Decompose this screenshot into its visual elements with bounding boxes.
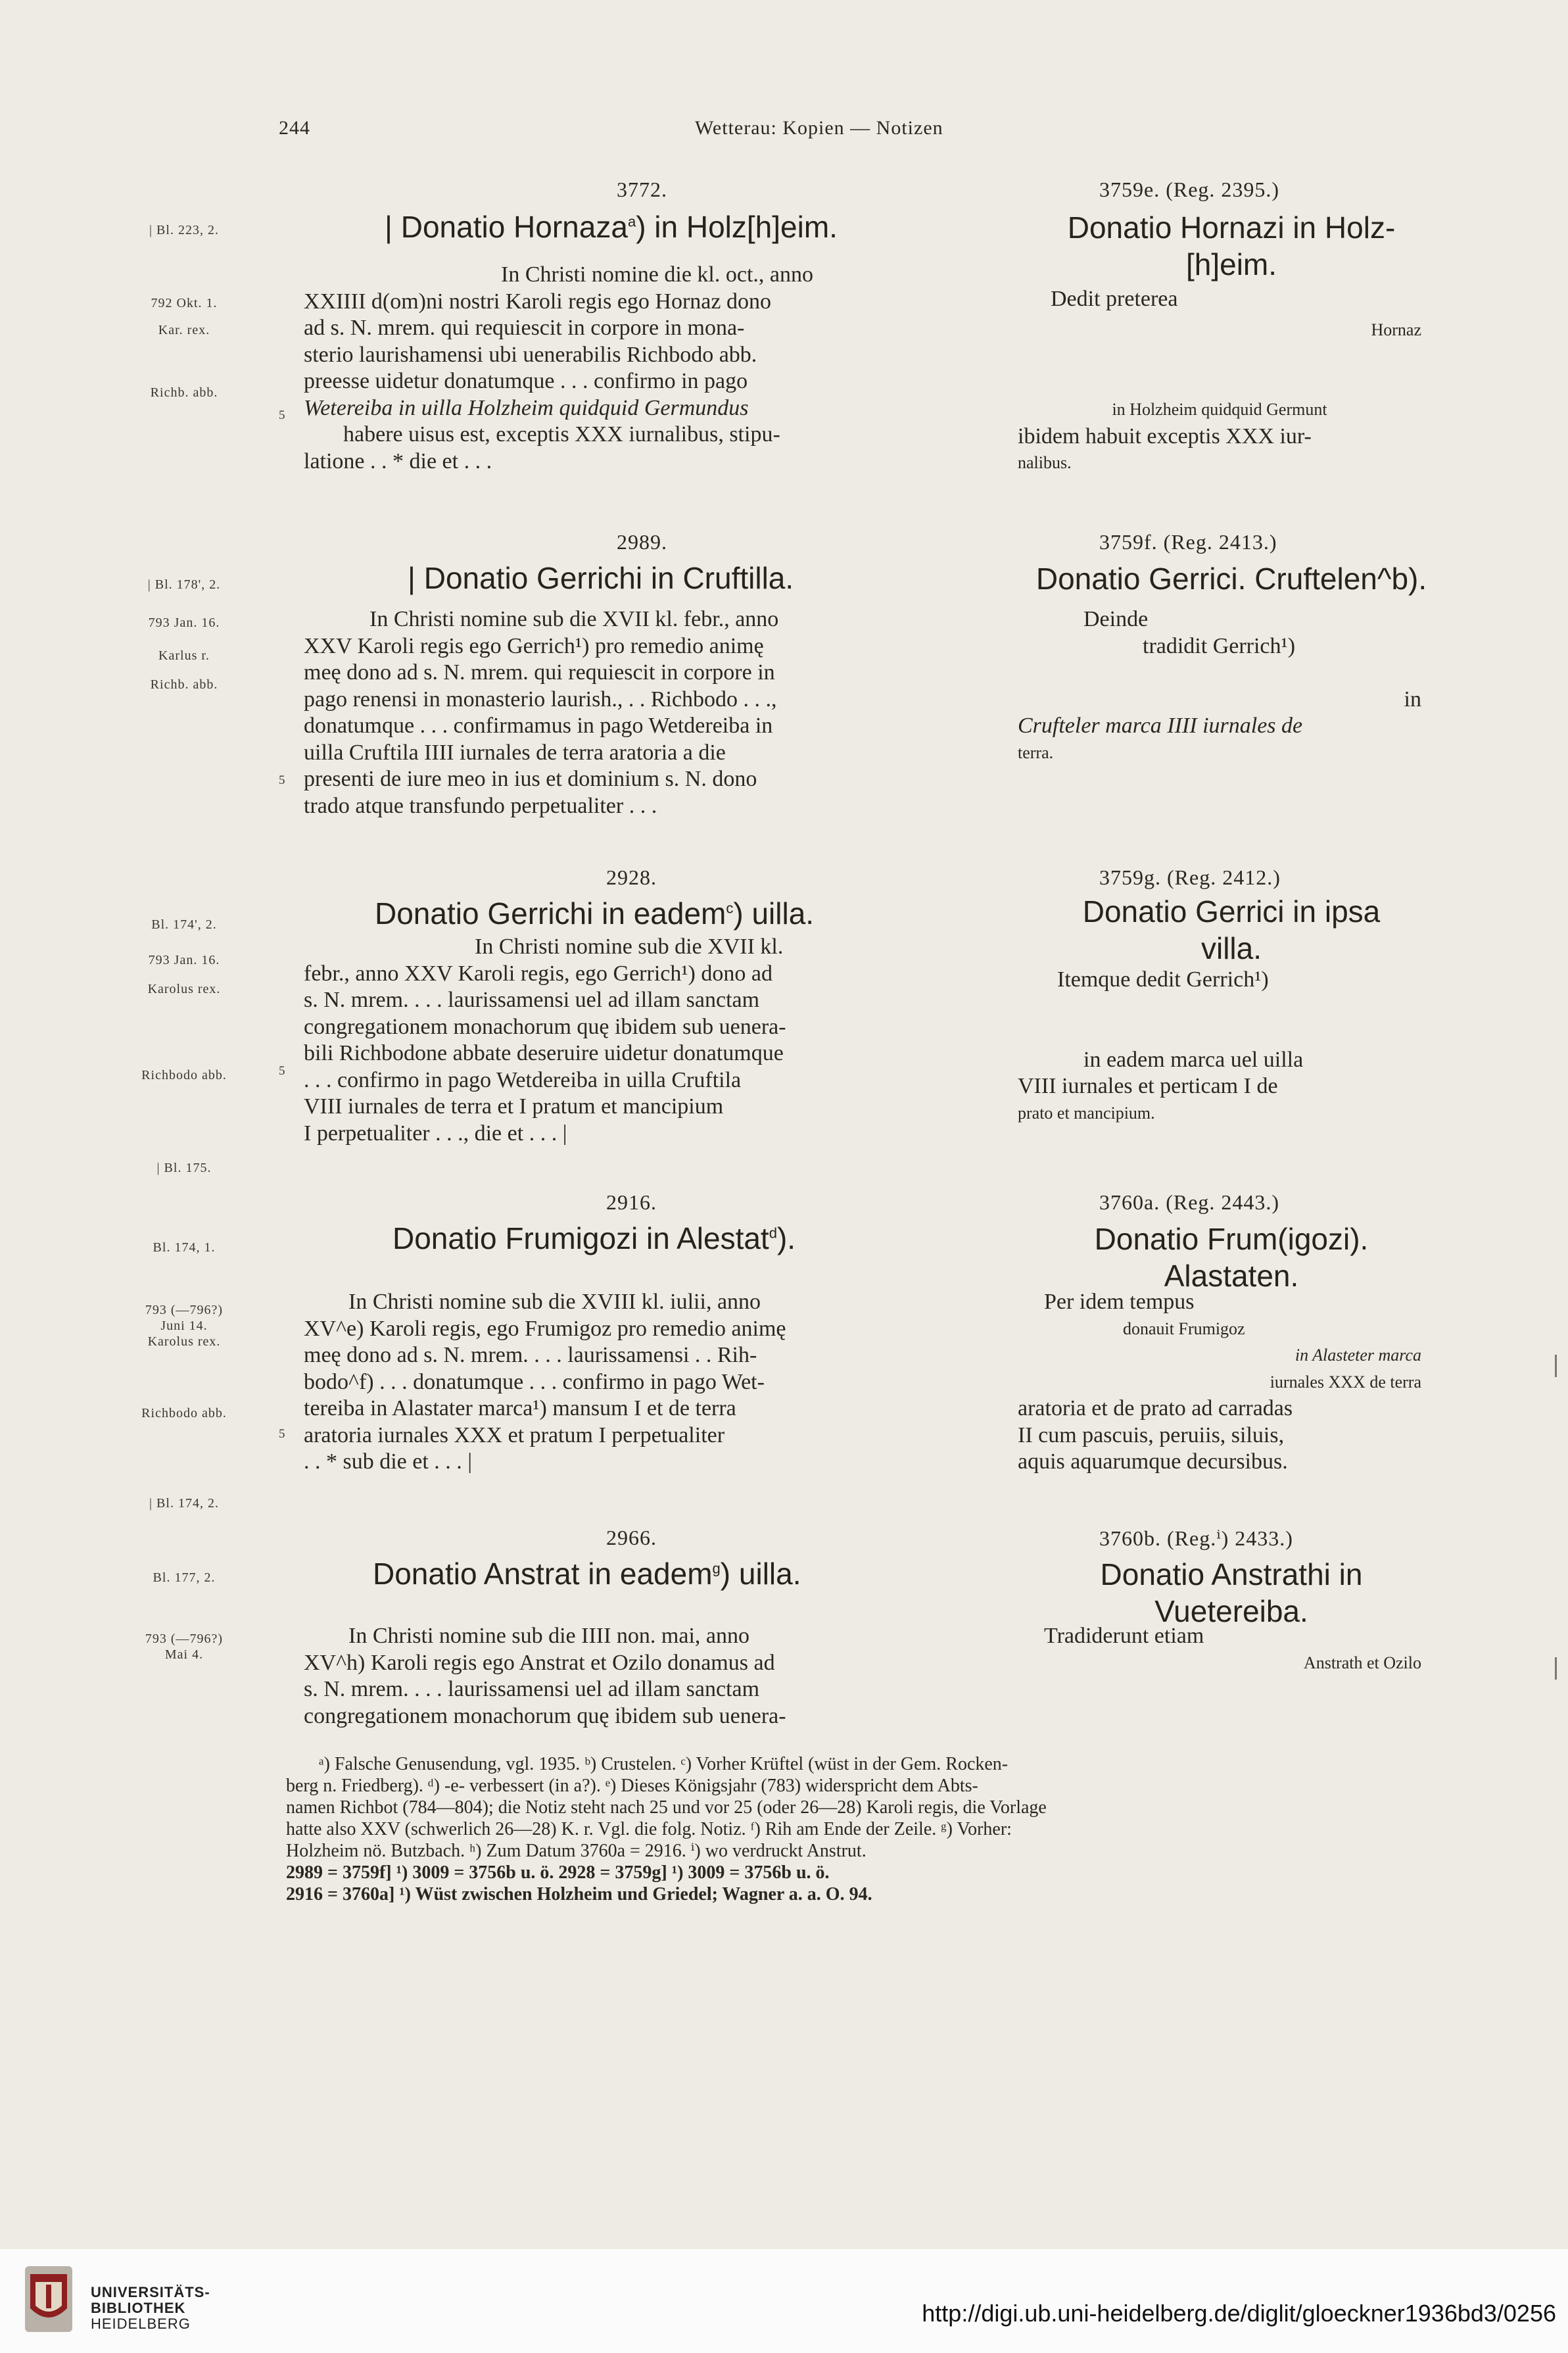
entry-reg-number: 3759f. (Reg. 2413.) — [1099, 530, 1277, 554]
entry-text-right: Tradiderunt etiam Anstrath et Ozilo — [1044, 1624, 1421, 1672]
entry-text-right: Itemque dedit Gerrich¹) in eadem marca uel uilla VIII iurnales et perticam I de prato et mancipium. — [1018, 967, 1304, 1123]
entry-text-right: Per idem tempus donauit Frumigoz in Alasteter marca iurnales XXX de terra aratoria et de prato ad carradas II cum pascuis, peruiis, siluis, aquis aquarumque decursibus. — [1018, 1290, 1421, 1474]
margin-note: Bl. 177, 2. — [153, 1570, 216, 1585]
margin-note: | Bl. 223, 2. — [149, 223, 219, 237]
entry-text-right: Deinde tradidit Gerrich¹) in Crufteler marca IIII iurnales de terra. — [1018, 607, 1421, 762]
margin-note: Karlus r. — [158, 648, 210, 663]
entry-title: Donatio Anstrat in eadem$^g$) uilla. — [373, 1557, 801, 1591]
entry-reg-number: 3759g. (Reg. 2412.) — [1099, 865, 1281, 889]
running-title: Wetterau: Kopien — Notizen — [695, 117, 943, 139]
scan-edge-mark — [1555, 1657, 1557, 1680]
entry-text: In Christi nomine sub die XVII kl. febr., anno XXV Karoli regis ego Gerrich¹) pro remedio animę meę dono ad s. N. mrem. qui requiescit in corpore in pago renensi in monasterio laurish., . . Richbodo . . ., donatumque . . . confirmamus in pago Wetdereiba in uilla Cruftila IIII iurnales de terra aratoria a die presenti de iure meo in ius et dominium s. N. dono trado atque transfundo perpetualiter . . . — [304, 607, 779, 818]
entry-title-right: Donatio Gerrici in ipsa villa. — [1082, 894, 1381, 965]
margin-note: Richb. abb. — [150, 677, 218, 692]
margin-note: 792 Okt. 1. — [151, 296, 218, 310]
entry-title-right: Donatio Frum(igozi). Alastaten. — [1094, 1222, 1369, 1293]
entry-text: In Christi nomine sub die XVIII kl. iulii, anno XV^e) Karoli regis, ego Frumigoz pro remedio animę meę dono ad s. N. mrem. . . . laurissamensi . . Rih- bodo^f) . . . donatumque . . . confirmo in pago Wet- tereiba in Alastater marca¹) mansum I et de terra aratoria iurnales XXX et pratum I perpetualiter . . * sub die et . . . | — [304, 1290, 786, 1474]
margin-note: Karolus rex. — [147, 982, 221, 996]
entry-title: | Donatio Gerrichi in Cruftilla. — [408, 561, 794, 595]
margin-note: | Bl. 174, 2. — [149, 1496, 219, 1511]
entry-title-right: Donatio Gerrici. Cruftelen^b). — [1035, 562, 1427, 596]
entry-text: In Christi nomine die kl. oct., anno XXIIII d(om)ni nostri Karoli regis ego Hornaz dono ad s. N. mrem. qui requiescit in corpore in mona- sterio laurishamensi ubi uenerabilis Richbodo abb. preesse uidetur donatumque . . . confirmo in pago Wetereiba in uilla Holzheim quidquid Germundus habere uisus est, exceptis XXX iurnalibus, stipu- latione . . * die et . . . — [304, 262, 813, 473]
entry-reg-number: 3760b. (Reg.ⁱ) 2433.) — [1099, 1526, 1293, 1550]
margin-note: Richb. abb. — [150, 385, 218, 400]
library-name: UNIVERSITÄTS- BIBLIOTHEK HEIDELBERG — [91, 2284, 210, 2332]
margin-note: | Bl. 178', 2. — [147, 577, 221, 592]
line-number: 5 — [279, 1427, 285, 1441]
entry-number: 2966. — [606, 1526, 657, 1549]
margin-note: Bl. 174, 1. — [153, 1240, 216, 1255]
entry-title: Donatio Gerrichi in eadem$^c$) uilla. — [375, 896, 815, 931]
margin-note: | Bl. 175. — [156, 1161, 212, 1175]
scan-edge-mark — [1555, 1355, 1557, 1377]
entry-number: 2928. — [606, 865, 657, 889]
entry-title-right: Donatio Anstrathi in Vuetereiba. — [1100, 1557, 1363, 1628]
entry-reg-number: 3760a. (Reg. 2443.) — [1099, 1190, 1280, 1214]
library-seal-icon — [22, 2262, 75, 2336]
entry-text: In Christi nomine sub die IIII non. mai, anno XV^h) Karoli regis ego Anstrat et Ozilo donamus ad s. N. mrem. . . . laurissamensi uel ad illam sanctam congregationem monachorum quę ibidem sub uenera- — [304, 1624, 786, 1728]
footnotes: ᵃ) Falsche Genusendung, vgl. 1935. ᵇ) Crustelen. ᶜ) Vorher Krüftel (wüst in der Gem. Rocken- berg n. Friedberg). ᵈ) -e- verbessert (in a?). ᵉ) Dieses Königsjahr (783) widerspricht dem Abts- namen Richbot (784—804); die Notiz steht nach 25 und vor 25 (oder 26—28) Karoli regis, die Vorlage hatte also XXV (schwerlich 26—28) K. r. Vgl. die folg. Notiz. ᶠ) Rih am Ende der Zeile. ᵍ) Vorher: Holzheim nö. Butzbach. ʰ) Zum Datum 3760a = 2916. ⁱ) wo verdruckt Anstrut. 2989 = 3759f] ¹) 3009 = 3756b u. ö. 2928 = 3759g] ¹) 3009 = 3756b u. ö. 2916 = 3760a] ¹) Wüst zwischen Holzheim und Griedel; Wagner a. a. O. 94. — [286, 1754, 1047, 1904]
margin-note: Kar. rex. — [158, 323, 210, 337]
page-number: 244 — [279, 117, 310, 139]
entry-number: 2916. — [606, 1190, 657, 1214]
entry-title-right: Donatio Hornazi in Holz- [h]eim. — [1067, 210, 1396, 281]
entry-text-right: Dedit preterea Hornaz in Holzheim quidquid Germunt ibidem habuit exceptis XXX iur- nalibus. — [1018, 287, 1421, 472]
margin-note: Richbodo abb. — [141, 1068, 227, 1082]
margin-note: 793 Jan. 16. — [148, 953, 220, 967]
entry-number: 2989. — [617, 530, 667, 554]
line-number: 5 — [279, 773, 285, 787]
entry-title: | Donatio Hornaza$^a$) in Holz[h]eim. — [385, 210, 838, 244]
margin-note: Bl. 174', 2. — [151, 917, 217, 932]
entry-text: In Christi nomine sub die XVII kl. febr., anno XXV Karoli regis, ego Gerrich¹) dono ad s. N. mrem. . . . laurissamensi uel ad illam sanctam congregationem monachorum quę ibidem sub uenera- bili Richbodone abbate deseruire uidetur donatumque . . . confirmo in pago Wetdereiba in uilla Cruftila VIII iurnales de terra et I pratum et mancipium I perpetualiter . . ., die et . . . | — [304, 934, 786, 1146]
entry-number: 3772. — [617, 178, 667, 201]
line-number: 5 — [279, 408, 285, 422]
margin-note: 793 Jan. 16. — [148, 616, 220, 630]
margin-note: 793 (—796?) Mai 4. — [145, 1632, 224, 1662]
entry-title: Donatio Frumigozi in Alestat$^d$). — [392, 1221, 796, 1255]
entry-reg-number: 3759e. (Reg. 2395.) — [1099, 178, 1280, 201]
line-number: 5 — [279, 1064, 285, 1078]
source-url[interactable]: http://digi.ub.uni-heidelberg.de/diglit/gloeckner1936bd3/0256 — [922, 2300, 1556, 2327]
margin-note: 793 (—796?) Juni 14. Karolus rex. — [145, 1303, 224, 1349]
margin-note: Richbodo abb. — [141, 1406, 227, 1420]
